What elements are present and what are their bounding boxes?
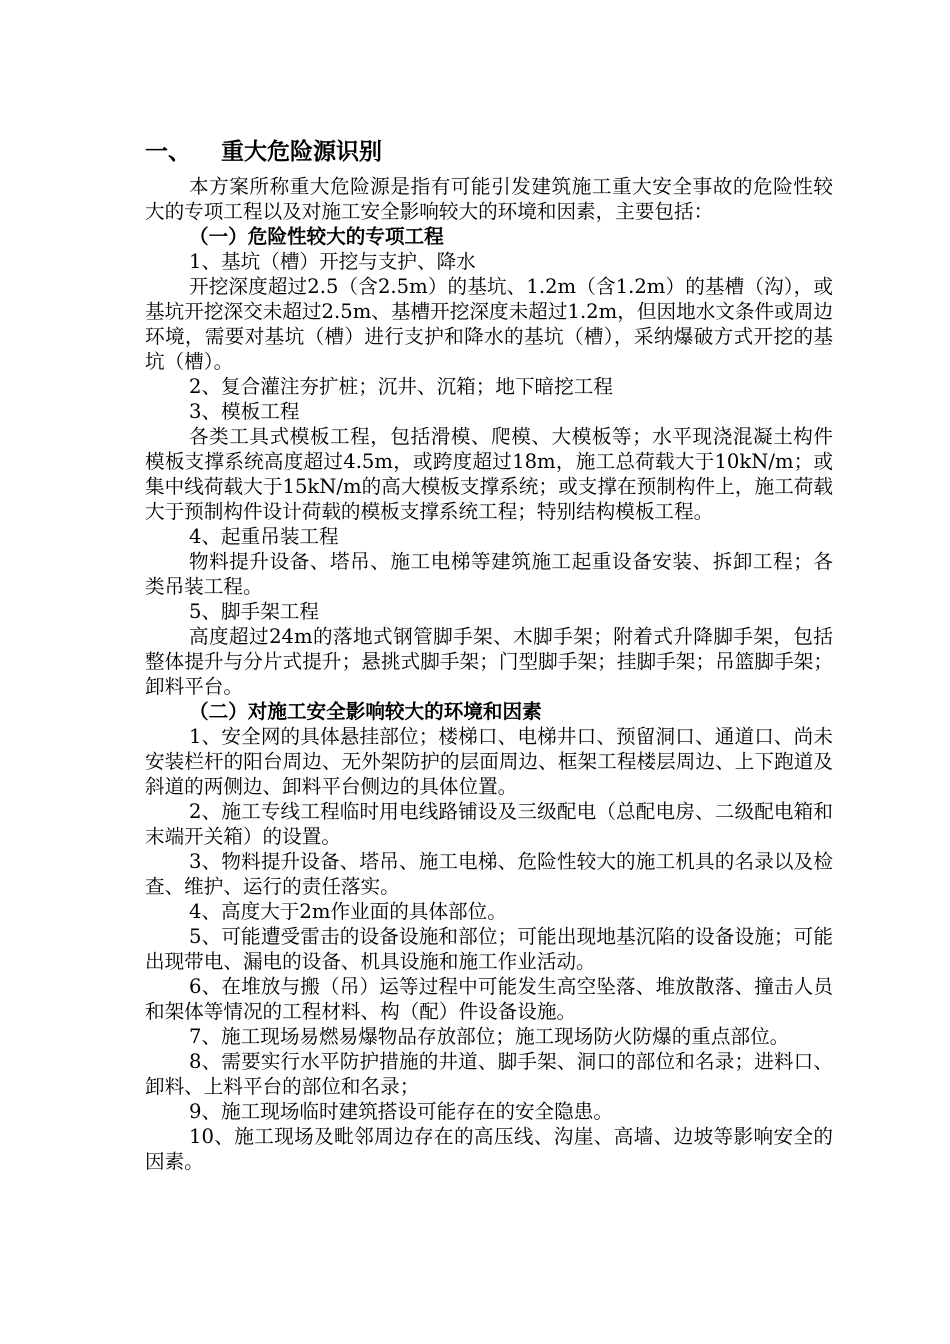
list-item: 2、复合灌注夯扩桩；沉井、沉箱；地下暗挖工程 [189, 375, 613, 398]
heading-title: 重大危险源识别 [221, 139, 382, 165]
list-item: 1、基坑（槽）开挖与支护、降水 [189, 250, 476, 273]
subsection-title-1: （一）危险性较大的专项工程 [189, 225, 444, 248]
heading-number: 一、 [145, 139, 191, 165]
list-item: 4、起重吊装工程 [189, 525, 339, 548]
list-item: 10、施工现场及毗邻周边存在的高压线、沟崖、高墙、边坡等影响安全的因素。 [145, 1125, 833, 1173]
document-page [145, 132, 833, 1174]
list-item: 5、可能遭受雷击的设备设施和部位；可能出现地基沉陷的设备设施；可能出现带电、漏电的设备、机具设施和施工作业活动。 [145, 925, 833, 973]
list-item: 开挖深度超过2.5（含2.5m）的基坑、1.2m（含1.2m）的基槽（沟），或基坑开挖深交未超过2.5m、基槽开挖深度未超过1.2m，但因地水文条件或周边环境，需要对基坑（槽）进行支护和降水的基坑（槽），采纳爆破方式开挖的基坑（槽）。 [145, 275, 833, 373]
list-item: 7、施工现场易燃易爆物品存放部位；施工现场防火防爆的重点部位。 [189, 1025, 790, 1048]
list-item: 2、施工专线工程临时用电线路铺设及三级配电（总配电房、二级配电箱和末端开关箱）的设置。 [145, 800, 833, 848]
list-item: 3、物料提升设备、塔吊、施工电梯、危险性较大的施工机具的名录以及检查、维护、运行的责任落实。 [145, 850, 833, 898]
intro-paragraph: 本方案所称重大危险源是指有可能引发建筑施工重大安全事故的危险性较大的专项工程以及对施工安全影响较大的环境和因素，主要包括： [145, 175, 833, 223]
subsection-title-2: （二）对施工安全影响较大的环境和因素 [189, 700, 542, 723]
list-item: 高度超过24m的落地式钢管脚手架、木脚手架；附着式升降脚手架，包括整体提升与分片式提升；悬挑式脚手架；门型脚手架；挂脚手架；吊篮脚手架；卸料平台。 [145, 625, 833, 698]
list-item: 8、需要实行水平防护措施的井道、脚手架、洞口的部位和名录；进料口、卸料、上料平台的部位和名录； [145, 1050, 833, 1098]
list-item: 4、高度大于2m作业面的具体部位。 [189, 900, 507, 923]
list-item: 物料提升设备、塔吊、施工电梯等建筑施工起重设备安装、拆卸工程；各类吊装工程。 [145, 550, 833, 598]
list-item: 5、脚手架工程 [189, 600, 320, 623]
list-item: 各类工具式模板工程，包括滑模、爬模、大模板等；水平现浇混凝土构件模板支撑系统高度超过4.5m，或跨度超过18m，施工总荷载大于10kN/m；或集中线荷载大于15kN/m的高大模板支撑系统；或支撑在预制构件上，施工荷载大于预制构件设计荷载的模板支撑系统工程；特别结构模板工程。 [145, 425, 833, 523]
list-item: 9、施工现场临时建筑搭设可能存在的安全隐患。 [189, 1100, 613, 1123]
list-item: 6、在堆放与搬（吊）运等过程中可能发生高空坠落、堆放散落、撞击人员和架体等情况的工程材料、构（配）件设备设施。 [145, 975, 833, 1023]
section-heading [145, 132, 833, 172]
list-item: 3、模板工程 [189, 400, 300, 423]
list-item: 1、安全网的具体悬挂部位；楼梯口、电梯井口、预留洞口、通道口、尚未安装栏杆的阳台周边、无外架防护的层面周边、框架工程楼层周边、上下跑道及斜道的两侧边、卸料平台侧边的具体位置。 [145, 725, 833, 798]
